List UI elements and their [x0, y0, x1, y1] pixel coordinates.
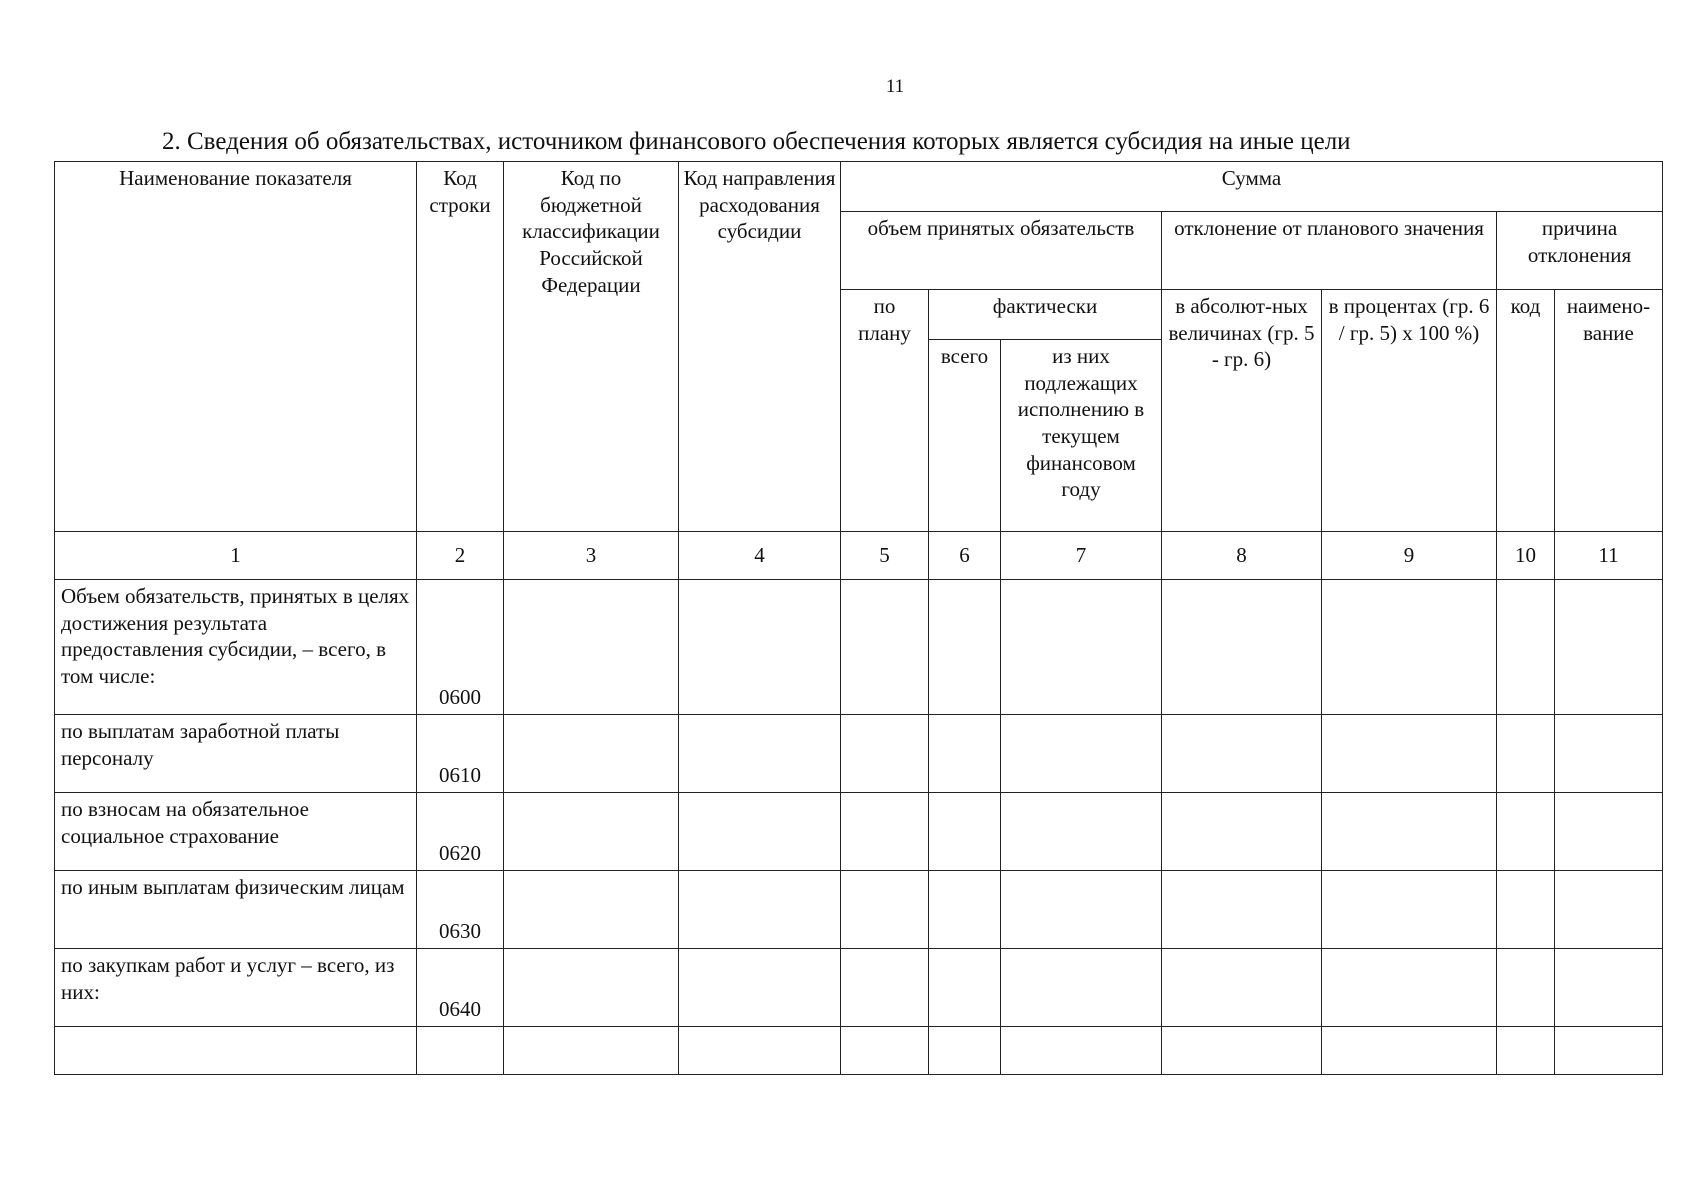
data-cell — [1555, 949, 1663, 1027]
page-number: 11 — [885, 76, 905, 97]
data-cell — [1555, 793, 1663, 871]
column-number: 1 — [55, 532, 417, 580]
header-reason-code: код — [1497, 290, 1555, 532]
data-cell — [929, 715, 1001, 793]
row-code: 0630 — [417, 871, 504, 949]
header-actual-current-year: из них подлежащих исполнению в текущем финансовом году — [1001, 340, 1162, 532]
data-cell — [1001, 793, 1162, 871]
data-cell — [1555, 871, 1663, 949]
row-name: по выплатам заработной платы персоналу — [55, 715, 417, 793]
data-cell — [1497, 949, 1555, 1027]
table-row — [55, 715, 1663, 793]
data-cell — [679, 1027, 841, 1075]
data-cell — [1162, 949, 1322, 1027]
data-cell — [1001, 715, 1162, 793]
row-code: 0600 — [417, 580, 504, 715]
data-cell — [1555, 1027, 1663, 1075]
column-number: 6 — [929, 532, 1001, 580]
row-code — [417, 1027, 504, 1075]
section-title: 2. Сведения об обязательствах, источником финансового обеспечения которых является субсидия на иные цели — [162, 128, 1351, 155]
table-row — [55, 580, 1663, 715]
data-cell — [841, 949, 929, 1027]
row-name: по закупкам работ и услуг – всего, из них: — [55, 949, 417, 1027]
data-cell — [1322, 580, 1497, 715]
data-cell — [1162, 715, 1322, 793]
header-pct-deviation: в процентах (гр. 6 / гр. 5) х 100 %) — [1322, 290, 1497, 532]
table-row — [55, 949, 1663, 1027]
data-cell — [1497, 793, 1555, 871]
data-cell — [1001, 871, 1162, 949]
data-cell — [841, 871, 929, 949]
data-cell — [504, 793, 679, 871]
table-row — [55, 871, 1663, 949]
data-cell — [1497, 1027, 1555, 1075]
header-actual-total: всего — [929, 340, 1001, 532]
header-actual: фактически — [929, 290, 1162, 340]
row-name: по взносам на обязательное социальное страхование — [55, 793, 417, 871]
data-cell — [1162, 580, 1322, 715]
header-line-code: Код строки — [417, 162, 504, 532]
column-number: 8 — [1162, 532, 1322, 580]
header-deviation: отклонение от планового значения — [1162, 212, 1497, 290]
data-cell — [1497, 715, 1555, 793]
data-cell — [1555, 715, 1663, 793]
row-name — [55, 1027, 417, 1075]
data-cell — [679, 793, 841, 871]
row-code: 0610 — [417, 715, 504, 793]
column-number: 5 — [841, 532, 929, 580]
header-abs-deviation: в абсолют-ных величинах (гр. 5 - гр. 6) — [1162, 290, 1322, 532]
data-cell — [504, 580, 679, 715]
column-number: 2 — [417, 532, 504, 580]
table-row-empty — [55, 1027, 1663, 1075]
data-cell — [1497, 580, 1555, 715]
data-cell — [679, 949, 841, 1027]
data-cell — [679, 580, 841, 715]
column-number: 7 — [1001, 532, 1162, 580]
data-cell — [679, 715, 841, 793]
data-cell — [929, 580, 1001, 715]
data-cell — [1322, 793, 1497, 871]
column-number: 9 — [1322, 532, 1497, 580]
data-cell — [1001, 1027, 1162, 1075]
header-reason: причина отклонения — [1497, 212, 1663, 290]
data-cell — [841, 793, 929, 871]
data-cell — [1322, 1027, 1497, 1075]
data-cell — [1322, 949, 1497, 1027]
obligations-table — [54, 161, 1663, 1075]
header-sum: Сумма — [841, 162, 1663, 212]
row-code: 0640 — [417, 949, 504, 1027]
data-cell — [504, 1027, 679, 1075]
column-number: 4 — [679, 532, 841, 580]
data-cell — [841, 1027, 929, 1075]
data-cell — [679, 871, 841, 949]
table-row — [55, 793, 1663, 871]
data-cell — [1555, 580, 1663, 715]
column-number: 3 — [504, 532, 679, 580]
data-cell — [929, 1027, 1001, 1075]
row-name: по иным выплатам физическим лицам — [55, 871, 417, 949]
column-number-row — [55, 532, 1663, 580]
data-cell — [1162, 871, 1322, 949]
data-cell — [841, 715, 929, 793]
column-number: 11 — [1555, 532, 1663, 580]
data-cell — [1322, 715, 1497, 793]
column-number: 10 — [1497, 532, 1555, 580]
data-cell — [841, 580, 929, 715]
data-cell — [1162, 793, 1322, 871]
data-cell — [504, 949, 679, 1027]
data-cell — [929, 871, 1001, 949]
header-direction-code: Код направления расходования субсидии — [679, 162, 841, 532]
data-cell — [1001, 949, 1162, 1027]
row-code: 0620 — [417, 793, 504, 871]
header-volume: объем принятых обязательств — [841, 212, 1162, 290]
data-cell — [1497, 871, 1555, 949]
data-cell — [1322, 871, 1497, 949]
header-budget-code: Код по бюджетной классификации Российской Федерации — [504, 162, 679, 532]
data-cell — [929, 793, 1001, 871]
data-cell — [504, 871, 679, 949]
data-cell — [1162, 1027, 1322, 1075]
header-name: Наименование показателя — [55, 162, 417, 532]
data-cell — [929, 949, 1001, 1027]
data-cell — [1001, 580, 1162, 715]
header-reason-name: наимено-вание — [1555, 290, 1663, 532]
header-by-plan: по плану — [841, 290, 929, 532]
data-cell — [504, 715, 679, 793]
row-name: Объем обязательств, принятых в целях достижения результата предоставления субсидии, – всего, в том числе: — [55, 580, 417, 715]
